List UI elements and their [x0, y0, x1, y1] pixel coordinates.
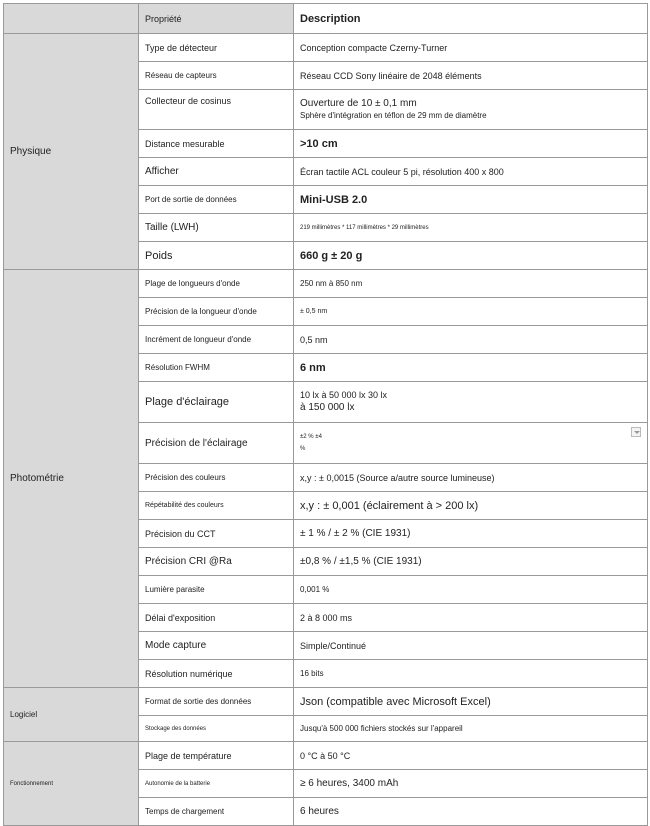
property-cell: Délai d'exposition [139, 604, 294, 632]
property-cell: Autonomie de la batterie [139, 770, 294, 798]
table-row [4, 688, 648, 716]
description-line-2: à 150 000 lx [300, 402, 355, 414]
property-cell: Stockage des données [139, 716, 294, 742]
property-cell: Plage de température [139, 742, 294, 770]
table-row [4, 270, 648, 298]
category-photometrie: Photométrie [4, 270, 139, 688]
table-row [4, 742, 648, 770]
property-cell: Précision du CCT [139, 520, 294, 548]
header-description: Description [294, 4, 648, 34]
property-cell: Format de sortie des données [139, 688, 294, 716]
property-cell: Résolution numérique [139, 660, 294, 688]
description-line-2: % [300, 446, 306, 452]
description-cell: 0 °C à 50 °C [294, 742, 648, 770]
description-cell: Conception compacte Czerny-Turner [294, 34, 648, 62]
property-cell: Résolution FWHM [139, 354, 294, 382]
property-cell: Incrément de longueur d'onde [139, 326, 294, 354]
description-cell: Jusqu'à 500 000 fichiers stockés sur l'appareil [294, 716, 648, 742]
property-cell: Collecteur de cosinus [139, 90, 294, 130]
description-cell: 219 millimètres * 117 millimètres * 29 millimètres [294, 214, 648, 242]
property-cell: Lumière parasite [139, 576, 294, 604]
description-cell [294, 382, 648, 423]
description-cell: ± 0,5 nm [294, 298, 648, 326]
description-cell: ≥ 6 heures, 3400 mAh [294, 770, 648, 798]
description-cell: x,y : ± 0,0015 (Source a/autre source lumineuse) [294, 464, 648, 492]
property-cell: Précision de la longueur d'onde [139, 298, 294, 326]
description-cell: 6 nm [294, 354, 648, 382]
property-cell: Temps de chargement [139, 798, 294, 826]
specification-table [3, 3, 648, 826]
property-cell: Précision des couleurs [139, 464, 294, 492]
property-cell: Plage de longueurs d'onde [139, 270, 294, 298]
description-cell [294, 90, 648, 130]
category-physique: Physique [4, 34, 139, 270]
property-cell: Réseau de capteurs [139, 62, 294, 90]
description-cell [294, 423, 648, 464]
table-row [4, 34, 648, 62]
property-cell: Précision CRI @Ra [139, 548, 294, 576]
header-category-cell [4, 4, 139, 34]
description-cell: 660 g ± 20 g [294, 242, 648, 270]
property-cell: Afficher [139, 158, 294, 186]
description-cell: 0,5 nm [294, 326, 648, 354]
chevron-down-icon[interactable] [631, 427, 641, 437]
table-header-row [4, 4, 648, 34]
description-cell: Mini-USB 2.0 [294, 186, 648, 214]
description-cell: 16 bits [294, 660, 648, 688]
description-cell: Json (compatible avec Microsoft Excel) [294, 688, 648, 716]
description-cell: 6 heures [294, 798, 648, 826]
description-line-1: Ouverture de 10 ± 0,1 mm [300, 98, 417, 110]
header-property: Propriété [139, 4, 294, 34]
property-cell: Plage d'éclairage [139, 382, 294, 423]
property-cell: Port de sortie de données [139, 186, 294, 214]
description-cell: x,y : ± 0,001 (éclairement à > 200 lx) [294, 492, 648, 520]
description-cell: >10 cm [294, 130, 648, 158]
property-cell: Distance mesurable [139, 130, 294, 158]
description-line-2: Sphère d'intégration en téflon de 29 mm de diamètre [300, 110, 487, 120]
property-cell: Précision de l'éclairage [139, 423, 294, 464]
description-cell: 0,001 % [294, 576, 648, 604]
description-cell: ± 1 % / ± 2 % (CIE 1931) [294, 520, 648, 548]
description-cell: Simple/Continué [294, 632, 648, 660]
property-cell: Type de détecteur [139, 34, 294, 62]
description-line-1: 10 lx à 50 000 lx 30 lx [300, 390, 388, 401]
description-cell: Écran tactile ACL couleur 5 pi, résolution 400 x 800 [294, 158, 648, 186]
description-line-1: ±2 % ±4 [300, 433, 322, 440]
description-cell: Réseau CCD Sony linéaire de 2048 éléments [294, 62, 648, 90]
property-cell: Taille (LWH) [139, 214, 294, 242]
description-cell: ±0,8 % / ±1,5 % (CIE 1931) [294, 548, 648, 576]
property-cell: Poids [139, 242, 294, 270]
property-cell: Répétabilité des couleurs [139, 492, 294, 520]
category-logiciel: Logiciel [4, 688, 139, 742]
description-cell: 2 à 8 000 ms [294, 604, 648, 632]
description-cell: 250 nm à 850 nm [294, 270, 648, 298]
property-cell: Mode capture [139, 632, 294, 660]
category-fonctionnement: Fonctionnement [4, 742, 139, 826]
